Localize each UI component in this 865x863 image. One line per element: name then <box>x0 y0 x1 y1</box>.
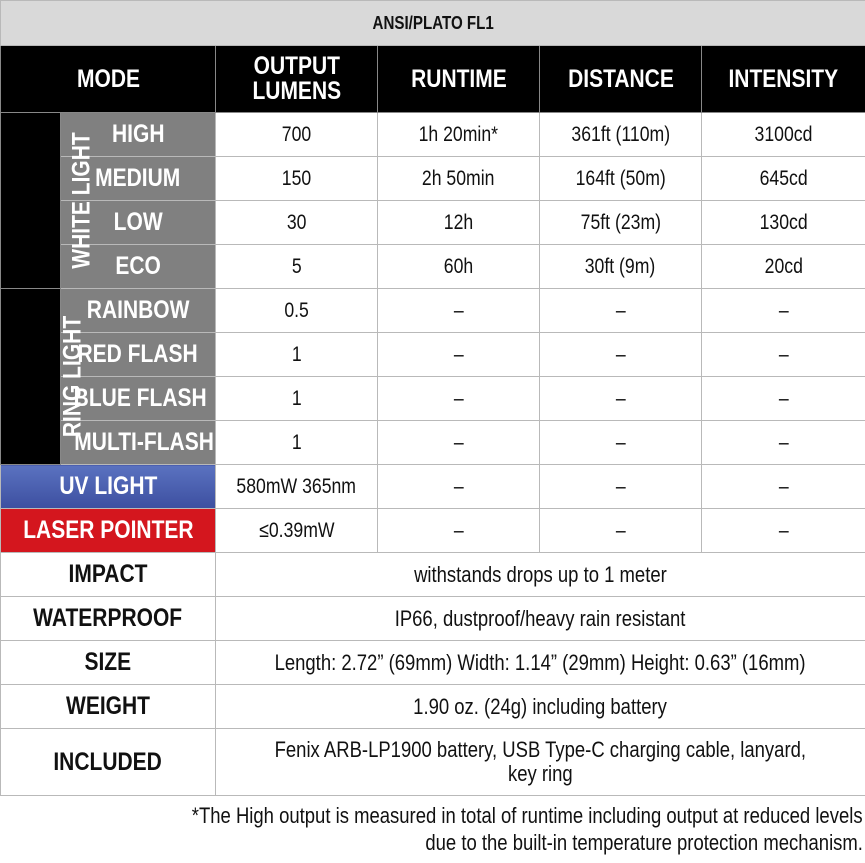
laser-pointer-label: LASER POINTER <box>1 509 216 553</box>
spec-row-size <box>1 641 865 685</box>
table-row <box>1 113 865 157</box>
distance-cell: 361ft (110m) <box>540 113 702 157</box>
spec-value: Length: 2.72” (69mm) Width: 1.14” (29mm) Height: 0.63” (16mm) <box>216 641 865 685</box>
intensity-cell: 3100cd <box>702 113 865 157</box>
spec-label: INCLUDED <box>1 729 216 796</box>
intensity-cell: 20cd <box>702 245 865 289</box>
distance-cell: – <box>540 465 702 509</box>
spec-row-weight <box>1 685 865 729</box>
table-row-uv <box>1 465 865 509</box>
spec-value: Fenix ARB-LP1900 battery, USB Type-C charging cable, lanyard, key ring <box>216 729 865 796</box>
spec-value: withstands drops up to 1 meter <box>216 553 865 597</box>
footnote-line: *The High output is measured in total of runtime including output at reduced levels <box>192 803 863 828</box>
footnote-line: due to the built-in temperature protection mechanism. <box>425 830 863 855</box>
distance-cell: 164ft (50m) <box>540 157 702 201</box>
mode-cell: MULTI-FLASH <box>61 421 216 465</box>
output-cell: ≤0.39mW <box>216 509 378 553</box>
output-cell: 5 <box>216 245 378 289</box>
header-runtime: RUNTIME <box>378 46 540 113</box>
spec-label: WEIGHT <box>1 685 216 729</box>
header-row <box>1 46 865 113</box>
output-cell: 0.5 <box>216 289 378 333</box>
table-row <box>1 377 865 421</box>
runtime-cell: 12h <box>378 201 540 245</box>
runtime-cell: – <box>378 421 540 465</box>
spec-label: IMPACT <box>1 553 216 597</box>
mode-cell: RAINBOW <box>61 289 216 333</box>
mode-cell: RED FLASH <box>61 333 216 377</box>
intensity-cell: 645cd <box>702 157 865 201</box>
spec-label: SIZE <box>1 641 216 685</box>
mode-cell: HIGH <box>61 113 216 157</box>
output-cell: 1 <box>216 333 378 377</box>
uv-light-label: UV LIGHT <box>1 465 216 509</box>
distance-cell: 75ft (23m) <box>540 201 702 245</box>
runtime-cell: – <box>378 509 540 553</box>
distance-cell: – <box>540 509 702 553</box>
group-white-light: WHITE LIGHT <box>1 113 61 289</box>
distance-cell: – <box>540 421 702 465</box>
runtime-cell: – <box>378 289 540 333</box>
spec-row-impact <box>1 553 865 597</box>
table-row <box>1 157 865 201</box>
intensity-cell: – <box>702 377 865 421</box>
runtime-cell: – <box>378 377 540 421</box>
intensity-cell: – <box>702 421 865 465</box>
output-cell: 150 <box>216 157 378 201</box>
spec-row-waterproof <box>1 597 865 641</box>
mode-cell: BLUE FLASH <box>61 377 216 421</box>
output-cell: 1 <box>216 421 378 465</box>
header-mode: MODE <box>1 46 216 113</box>
spec-value: 1.90 oz. (24g) including battery <box>216 685 865 729</box>
distance-cell: 30ft (9m) <box>540 245 702 289</box>
mode-cell: MEDIUM <box>61 157 216 201</box>
runtime-cell: 60h <box>378 245 540 289</box>
table-row <box>1 333 865 377</box>
output-cell: 700 <box>216 113 378 157</box>
table-title: ANSI/PLATO FL1 <box>1 1 865 46</box>
distance-cell: – <box>540 289 702 333</box>
intensity-cell: – <box>702 465 865 509</box>
footnote <box>0 796 865 856</box>
intensity-cell: – <box>702 509 865 553</box>
table-row <box>1 289 865 333</box>
intensity-cell: 130cd <box>702 201 865 245</box>
header-distance: DISTANCE <box>540 46 702 113</box>
output-cell: 30 <box>216 201 378 245</box>
distance-cell: – <box>540 333 702 377</box>
spec-value: IP66, dustproof/heavy rain resistant <box>216 597 865 641</box>
output-cell: 580mW 365nm <box>216 465 378 509</box>
output-cell: 1 <box>216 377 378 421</box>
spec-label: WATERPROOF <box>1 597 216 641</box>
runtime-cell: – <box>378 333 540 377</box>
spec-row-included <box>1 729 865 796</box>
title-row <box>1 1 865 46</box>
runtime-cell: 1h 20min* <box>378 113 540 157</box>
table-row-laser <box>1 509 865 553</box>
group-ring-light: RING LIGHT <box>1 289 61 465</box>
table-row <box>1 421 865 465</box>
intensity-cell: – <box>702 333 865 377</box>
runtime-cell: 2h 50min <box>378 157 540 201</box>
mode-cell: LOW <box>61 201 216 245</box>
header-intensity: INTENSITY <box>702 46 865 113</box>
intensity-cell: – <box>702 289 865 333</box>
distance-cell: – <box>540 377 702 421</box>
header-output: OUTPUT LUMENS <box>216 46 378 113</box>
runtime-cell: – <box>378 465 540 509</box>
table-row <box>1 245 865 289</box>
mode-cell: ECO <box>61 245 216 289</box>
table-row <box>1 201 865 245</box>
